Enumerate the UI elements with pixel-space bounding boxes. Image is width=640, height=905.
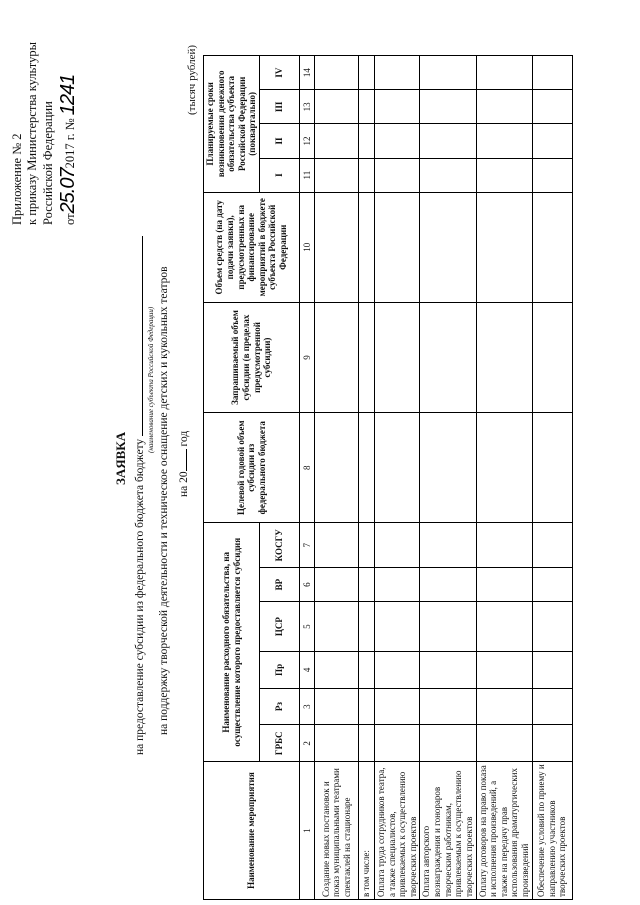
table-row (420, 56, 476, 900)
table-cell (359, 56, 375, 90)
col-number: 10 (300, 192, 315, 302)
col-planned-terms: Планируемые сроки возникновения денежного обязательства субъекта Российской Федерации (поквартально) (204, 56, 260, 193)
col-number: 14 (300, 56, 315, 90)
table-cell (359, 413, 375, 523)
table-cell (476, 192, 532, 302)
table-cell (420, 158, 476, 192)
col-number: 4 (300, 652, 315, 689)
col-number: 3 (300, 688, 315, 725)
col-q2: II (260, 124, 300, 158)
table-cell (420, 413, 476, 523)
table-cell (375, 725, 420, 762)
table-cell (359, 568, 375, 602)
table-cell (359, 158, 375, 192)
handwritten-date: 25.07 (56, 168, 79, 214)
col-regional-funds: Объем средств (на дату подачи заявки), предусмотренных на финансирование мероприятий в бюджете субъекта Российской Федерации (204, 192, 300, 302)
col-number: 9 (300, 302, 315, 412)
table-cell (532, 158, 572, 192)
table-cell (315, 124, 359, 158)
row-event-name: Оплату договоров на право показа и исполнения произведений, а также на передачу прав использования драматургических произведений (476, 762, 532, 900)
col-kosgu: КОСГУ (260, 523, 300, 568)
table-cell (375, 652, 420, 689)
table-cell (532, 56, 572, 90)
table-cell (359, 725, 375, 762)
table-cell (359, 652, 375, 689)
form-purpose: на поддержку творческой деятельности и техническое оснащение детских и кукольных театров (158, 266, 170, 735)
table-cell (532, 192, 572, 302)
appendix-order-ref: к приказу Министерства культуры (25, 42, 40, 225)
table-cell (476, 413, 532, 523)
table-row (315, 56, 359, 900)
table-cell (375, 302, 420, 412)
col-csr: ЦСР (260, 602, 300, 652)
col-number: 8 (300, 413, 315, 523)
table-cell (532, 124, 572, 158)
subject-note: (наименование субъекта Российской Федерации) (147, 306, 155, 453)
col-event-name: Наименование мероприятия (204, 762, 300, 900)
table-cell (420, 688, 476, 725)
appendix-ministry: Российской Федерации (40, 101, 55, 225)
date-mid: 2017 г. № (62, 118, 77, 169)
appendix-date-line (56, 42, 80, 225)
table-cell (315, 652, 359, 689)
appendix-header (10, 42, 80, 225)
table-cell (420, 602, 476, 652)
table-cell (359, 302, 375, 412)
table-cell (375, 602, 420, 652)
table-cell (315, 688, 359, 725)
subject-blank (130, 236, 143, 436)
table-cell (532, 302, 572, 412)
table-cell (375, 688, 420, 725)
table-cell (476, 302, 532, 412)
table-cell (315, 158, 359, 192)
table-cell (315, 90, 359, 124)
col-number: 11 (300, 158, 315, 192)
table-cell (532, 688, 572, 725)
table-body (315, 56, 573, 900)
row-event-name: Создание новых постановок и показ муниципальными театрами спектаклей на стационаре (315, 762, 359, 900)
year-suffix: год (178, 430, 190, 447)
row-event-name: Оплата труда сотрудников театра, а также специалистов, привлекаемых к осуществлению творческих проектов (375, 762, 420, 900)
units-note: (тысяч рублей) (186, 44, 198, 115)
table-cell (532, 413, 572, 523)
table-cell (420, 192, 476, 302)
table-cell (420, 652, 476, 689)
table-cell (532, 523, 572, 568)
col-number: 5 (300, 602, 315, 652)
column-number-row (300, 56, 315, 900)
table-cell (476, 158, 532, 192)
col-q4: IV (260, 56, 300, 90)
table-cell (532, 90, 572, 124)
table-cell (420, 90, 476, 124)
col-pr: Пр (260, 652, 300, 689)
table-cell (476, 56, 532, 90)
table-cell (375, 568, 420, 602)
col-grbs: ГРБС (260, 725, 300, 762)
col-number: 7 (300, 523, 315, 568)
table-cell (315, 413, 359, 523)
col-number: 13 (300, 90, 315, 124)
col-target-volume: Целевой годовой объем субсидии из федерального бюджета (204, 413, 300, 523)
table-cell (359, 90, 375, 124)
col-number: 12 (300, 124, 315, 158)
table-cell (532, 652, 572, 689)
table-cell (532, 725, 572, 762)
table-cell (420, 725, 476, 762)
table-cell (420, 302, 476, 412)
year-prefix: на 20 (178, 471, 190, 497)
col-number: 1 (300, 762, 315, 900)
table-cell (359, 602, 375, 652)
table-cell (375, 523, 420, 568)
table-cell (532, 602, 572, 652)
form-subtitle (130, 236, 147, 755)
table-cell (375, 192, 420, 302)
form-title: ЗАЯВКА (113, 431, 128, 485)
table-cell (476, 725, 532, 762)
col-number: 2 (300, 725, 315, 762)
table-cell (420, 124, 476, 158)
table-cell (315, 568, 359, 602)
row-event-name: в том числе: (359, 762, 375, 900)
col-requested-volume: Запрашиваемый объем субсидии (в пределах предусмотренной субсидии) (204, 302, 300, 412)
table-cell (359, 688, 375, 725)
row-event-name: Оплата авторского вознаграждения и гонораров творческим работникам, привлекаемым к осуществлению творческих проектов (420, 762, 476, 900)
table-row (532, 56, 572, 900)
table-cell (359, 523, 375, 568)
table-cell (476, 124, 532, 158)
table-cell (359, 124, 375, 158)
table-row (375, 56, 420, 900)
table-cell (420, 568, 476, 602)
col-q1: I (260, 158, 300, 192)
table-cell (375, 56, 420, 90)
row-event-name: Обеспечение условий по приему и направлению участников творческих проектов (532, 762, 572, 900)
table-cell (315, 192, 359, 302)
subtitle-text: на предоставление субсидии из федерального бюджета бюджету (134, 438, 146, 755)
year-blank (174, 449, 187, 471)
table-cell (315, 302, 359, 412)
form-year-line (174, 431, 191, 497)
col-q3: III (260, 90, 300, 124)
table-cell (532, 568, 572, 602)
table-row (476, 56, 532, 900)
table-cell (315, 523, 359, 568)
table-cell (375, 90, 420, 124)
table-cell (476, 90, 532, 124)
application-table (203, 55, 573, 900)
col-vr: ВР (260, 568, 300, 602)
appendix-number: Приложение № 2 (10, 133, 24, 225)
col-obligation: Наименование расходного обязательства, на осуществление которого предоставляется субсидия (204, 523, 260, 762)
table-cell (476, 568, 532, 602)
table-cell (476, 652, 532, 689)
table-cell (315, 725, 359, 762)
table-cell (476, 523, 532, 568)
date-prefix: от (62, 213, 77, 225)
table-row (359, 56, 375, 900)
table-cell (476, 602, 532, 652)
table-cell (315, 56, 359, 90)
table-cell (420, 523, 476, 568)
table-cell (375, 413, 420, 523)
table-cell (315, 602, 359, 652)
col-number: 6 (300, 568, 315, 602)
col-rz: Рз (260, 688, 300, 725)
table-cell (476, 688, 532, 725)
handwritten-number: 1241 (56, 74, 79, 116)
table-cell (420, 56, 476, 90)
table-cell (359, 192, 375, 302)
table-cell (375, 158, 420, 192)
table-cell (375, 124, 420, 158)
